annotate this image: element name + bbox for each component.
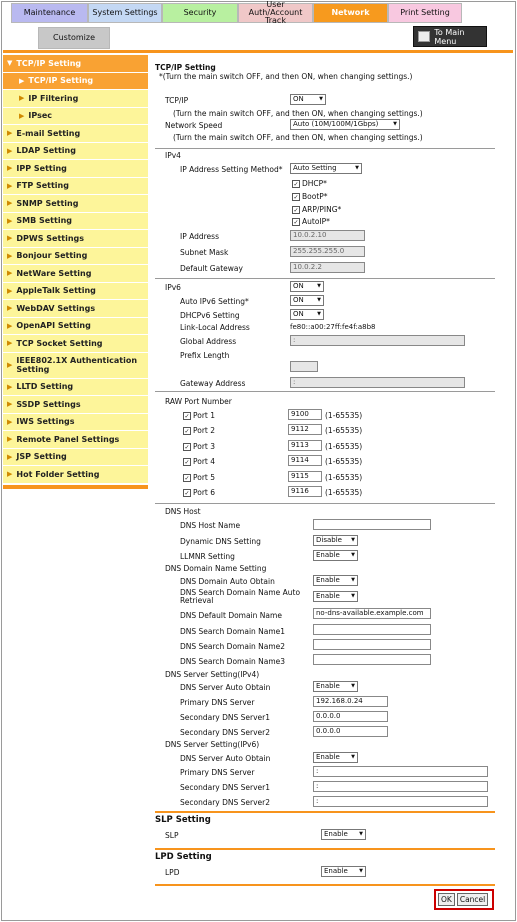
sidebar-item-tcp-socket[interactable]	[3, 335, 148, 353]
tcpip-select[interactable]: ON ▼	[290, 94, 326, 105]
port-label: Port 3	[193, 442, 216, 451]
arrow-icon: ▶	[19, 94, 25, 103]
arrow-icon: ▶	[7, 269, 13, 278]
sidebar-item-tcpip-sub[interactable]	[3, 73, 148, 91]
dns-domain-header: DNS Domain Name Setting	[165, 564, 267, 573]
port-range: (1-65535)	[325, 457, 363, 466]
bootp-row	[292, 192, 328, 201]
port-label: Port 4	[193, 457, 216, 466]
sidebar-item-label: IWS Settings	[16, 417, 75, 427]
arp-checkbox[interactable]: ✓	[293, 207, 299, 214]
port-6-checkbox[interactable]: ✓	[184, 490, 190, 497]
sidebar-item-ldap[interactable]	[3, 143, 148, 161]
sidebar-item-dpws[interactable]	[3, 230, 148, 248]
sidebar-item-label: TCP/IP Setting	[28, 76, 94, 86]
sidebar-item-openapi[interactable]	[3, 318, 148, 336]
tcpip-note: (Turn the main switch OFF, and then ON, when changing settings.)	[173, 109, 423, 118]
sidebar-item-label: LLTD Setting	[16, 382, 74, 392]
secondary61-label: Secondary DNS Server1	[180, 783, 270, 792]
arrow-icon: ▶	[7, 216, 13, 225]
divider	[155, 503, 495, 504]
ipv6-select[interactable]: ON ▼	[290, 281, 324, 292]
arrow-icon: ▶	[7, 435, 13, 444]
gateway-label: Default Gateway	[180, 264, 243, 273]
arrow-icon: ▶	[7, 164, 13, 173]
arp-row	[292, 205, 341, 214]
sidebar-item-label: TCP Socket Setting	[16, 338, 103, 348]
ok-button[interactable]: OK	[438, 893, 455, 906]
sidebar-item-lltd[interactable]	[3, 379, 148, 397]
autoip-label: AutoIP*	[302, 217, 330, 226]
search3-input[interactable]	[313, 654, 431, 665]
cancel-button[interactable]: Cancel	[457, 893, 488, 906]
secondary2-label: Secondary DNS Server2	[180, 728, 270, 737]
tab-print-setting[interactable]: Print Setting	[388, 3, 462, 23]
global-address-input[interactable]: :	[290, 335, 465, 346]
sidebar-item-tcpip[interactable]	[3, 55, 148, 73]
sidebar-item-ipsec[interactable]	[3, 108, 148, 126]
port-1-input[interactable]: 9100	[288, 409, 322, 420]
port-label: Port 2	[193, 426, 216, 435]
port-2-input[interactable]: 9112	[288, 424, 322, 435]
arrow-icon: ▶	[7, 286, 13, 295]
global-address-label: Global Address	[180, 337, 237, 346]
tab-system-settings[interactable]: System Settings	[88, 3, 162, 23]
secondary1-label: Secondary DNS Server1	[180, 713, 270, 722]
network-speed-label: Network Speed	[165, 121, 223, 130]
llmnr-label: LLMNR Setting	[180, 552, 235, 561]
port-1-checkbox[interactable]: ✓	[184, 413, 190, 420]
sidebar-item-netware[interactable]	[3, 265, 148, 283]
dhcpv6-label: DHCPv6 Setting	[180, 311, 240, 320]
default-domain-input[interactable]: no-dns-available.example.com	[313, 608, 431, 619]
content-area	[155, 55, 505, 915]
sidebar-bottom-line	[3, 485, 148, 489]
linklocal-value: fe80::a00:27ff:fe4f:a8b8	[290, 323, 376, 331]
dns-host-name-label: DNS Host Name	[180, 521, 241, 530]
dns-v6-header: DNS Server Setting(IPv6)	[165, 740, 260, 749]
slp-title: SLP Setting	[155, 815, 211, 825]
auto-ipv6-label: Auto IPv6 Setting*	[180, 297, 249, 306]
sidebar-item-label: JSP Setting	[16, 452, 67, 462]
form-buttons	[434, 889, 494, 910]
server6-auto-label: DNS Server Auto Obtain	[180, 754, 271, 763]
sidebar-item-label: LDAP Setting	[16, 146, 76, 156]
arrow-icon: ▶	[7, 452, 13, 461]
domain-auto-label: DNS Domain Auto Obtain	[180, 577, 275, 586]
search1-label: DNS Search Domain Name1	[180, 627, 286, 636]
gateway6-label: Gateway Address	[180, 379, 246, 388]
sidebar-item-label: SMB Setting	[16, 216, 72, 226]
server6-auto-select[interactable]: Enable ▼	[313, 752, 358, 763]
arrow-icon: ▶	[7, 470, 13, 479]
main-menu-icon	[418, 31, 430, 42]
arrow-icon: ▶	[7, 382, 13, 391]
arrow-icon: ▶	[7, 360, 13, 369]
port-label: Port 6	[193, 488, 216, 497]
sidebar-item-ftp[interactable]	[3, 178, 148, 196]
bootp-label: BootP*	[302, 192, 328, 201]
dhcp-row	[292, 179, 327, 188]
sidebar-item-bonjour[interactable]	[3, 248, 148, 266]
tab-user-auth[interactable]: User Auth/Account Track	[238, 3, 313, 23]
arrow-icon: ▶	[7, 339, 13, 348]
arrow-icon: ▶	[7, 251, 13, 260]
primary6-input[interactable]: :	[313, 766, 488, 777]
port-2-checkbox[interactable]: ✓	[184, 428, 190, 435]
tcpip-label: TCP/IP	[165, 96, 189, 105]
lpd-title: LPD Setting	[155, 852, 212, 862]
arrow-icon: ▶	[7, 417, 13, 426]
top-divider	[3, 50, 513, 53]
sidebar-item-label: SSDP Settings	[16, 399, 81, 409]
port-range: (1-65535)	[325, 411, 363, 420]
sidebar-item-hot-folder[interactable]	[3, 466, 148, 484]
subnet-input[interactable]: 255.255.255.0	[290, 246, 365, 257]
sidebar-item-ieee8021x[interactable]	[3, 353, 148, 379]
tab-security[interactable]: Security	[162, 3, 238, 23]
port-4-checkbox[interactable]: ✓	[184, 459, 190, 466]
network-speed-select[interactable]: Auto (10M/100M/1Gbps) ▼	[290, 119, 400, 130]
slp-label: SLP	[165, 831, 179, 840]
port-label: Port 1	[193, 411, 216, 420]
tab-network[interactable]: Network	[313, 3, 388, 23]
prefix-length-label: Prefix Length	[180, 351, 230, 360]
to-main-menu-label: To Main Menu	[434, 27, 465, 46]
port-3-input[interactable]: 9113	[288, 440, 322, 451]
port-5-checkbox[interactable]: ✓	[184, 475, 190, 482]
dynamic-dns-label: Dynamic DNS Setting	[180, 537, 261, 546]
primary-dns-label: Primary DNS Server	[180, 698, 255, 707]
dhcp-checkbox[interactable]: ✓	[293, 181, 299, 188]
sidebar-item-ipp[interactable]	[3, 160, 148, 178]
port-range: (1-65535)	[325, 488, 363, 497]
bootp-checkbox[interactable]: ✓	[293, 194, 299, 201]
sidebar-item-label: OpenAPI Setting	[16, 321, 91, 331]
arrow-icon: ▶	[7, 181, 13, 190]
search2-label: DNS Search Domain Name2	[180, 642, 286, 651]
secondary2-input[interactable]: 0.0.0.0	[313, 726, 388, 737]
domain-auto-select[interactable]: Enable ▼	[313, 575, 358, 586]
netspeed-note: (Turn the main switch OFF, and then ON, when changing settings.)	[173, 133, 423, 142]
secondary62-label: Secondary DNS Server2	[180, 798, 270, 807]
page-title: TCP/IP Setting	[155, 63, 216, 72]
lpd-select[interactable]: Enable ▼	[321, 866, 366, 877]
sidebar-item-label: AppleTalk Setting	[16, 286, 96, 296]
sidebar	[3, 55, 148, 489]
llmnr-select[interactable]: Enable ▼	[313, 550, 358, 561]
secondary61-input[interactable]: :	[313, 781, 488, 792]
port-2-row	[183, 426, 215, 435]
ipv4-header: IPv4	[165, 151, 181, 160]
sidebar-item-email[interactable]	[3, 125, 148, 143]
lpd-label: LPD	[165, 868, 180, 877]
arrow-icon: ▶	[7, 321, 13, 330]
ip-address-label: IP Address	[180, 232, 219, 241]
tab-customize[interactable]: Customize	[38, 27, 110, 49]
auto-ipv6-select[interactable]: ON ▼	[290, 295, 324, 306]
ipv6-header: IPv6	[165, 283, 181, 292]
sidebar-item-label: DPWS Settings	[16, 233, 85, 243]
arrow-icon: ▶	[19, 111, 25, 120]
dynamic-dns-select[interactable]: Disable ▼	[313, 535, 358, 546]
arrow-icon: ▶	[7, 199, 13, 208]
arrow-icon: ▶	[7, 146, 13, 155]
divider	[155, 148, 495, 149]
port-range: (1-65535)	[325, 426, 363, 435]
subnet-label: Subnet Mask	[180, 248, 229, 257]
section-divider	[155, 884, 495, 886]
sidebar-item-label: IP Filtering	[28, 93, 79, 103]
autoip-checkbox[interactable]: ✓	[293, 219, 299, 226]
sidebar-item-smb[interactable]	[3, 213, 148, 231]
dhcpv6-select[interactable]: ON ▼	[290, 309, 324, 320]
dns-host-header: DNS Host	[165, 507, 201, 516]
sidebar-item-label: E-mail Setting	[16, 128, 81, 138]
sidebar-item-ip-filtering[interactable]	[3, 90, 148, 108]
prefix-length-input[interactable]	[290, 361, 318, 372]
sidebar-item-ssdp[interactable]	[3, 396, 148, 414]
default-domain-label: DNS Default Domain Name	[180, 611, 282, 620]
port-6-input[interactable]: 9116	[288, 486, 322, 497]
sidebar-item-webdav[interactable]	[3, 300, 148, 318]
ip-address-input[interactable]: 10.0.2.10	[290, 230, 365, 241]
search3-label: DNS Search Domain Name3	[180, 657, 286, 666]
port-5-row	[183, 473, 215, 482]
sidebar-item-label: Hot Folder Setting	[16, 469, 100, 479]
sidebar-item-label: FTP Setting	[16, 181, 69, 191]
sidebar-item-label: TCP/IP Setting	[16, 58, 82, 68]
port-label: Port 5	[193, 473, 216, 482]
gateway6-input[interactable]: :	[290, 377, 465, 388]
server-auto-label: DNS Server Auto Obtain	[180, 683, 271, 692]
primary6-label: Primary DNS Server	[180, 768, 255, 777]
search-auto-select[interactable]: Enable ▼	[313, 591, 358, 602]
arrow-icon: ▶	[7, 129, 13, 138]
linklocal-label: Link-Local Address	[180, 323, 250, 332]
divider	[155, 391, 495, 392]
raw-port-header: RAW Port Number	[165, 397, 232, 406]
sidebar-item-label: Remote Panel Settings	[16, 434, 120, 444]
search-auto-label: DNS Search Domain Name Auto Retrieval	[180, 588, 301, 605]
sidebar-item-label: Bonjour Setting	[16, 251, 88, 261]
autoip-row	[292, 217, 330, 226]
secondary62-input[interactable]: :	[313, 796, 488, 807]
search1-input[interactable]	[313, 624, 431, 635]
port-4-row	[183, 457, 215, 466]
sidebar-item-label: IPP Setting	[16, 163, 67, 173]
port-4-input[interactable]: 9114	[288, 455, 322, 466]
dhcp-label: DHCP*	[302, 179, 327, 188]
dns-host-name-input[interactable]	[313, 519, 431, 530]
port-3-checkbox[interactable]: ✓	[184, 444, 190, 451]
arp-label: ARP/PING*	[302, 205, 342, 214]
section-divider	[155, 848, 495, 850]
main-note: *(Turn the main switch OFF, and then ON, when changing settings.)	[159, 72, 413, 81]
arrow-icon: ▶	[7, 234, 13, 243]
secondary1-input[interactable]: 0.0.0.0	[313, 711, 388, 722]
sidebar-item-label: IPsec	[28, 111, 53, 121]
slp-select[interactable]: Enable ▼	[321, 829, 366, 840]
dns-v4-header: DNS Server Setting(IPv4)	[165, 670, 260, 679]
ip-method-select[interactable]: Auto Setting ▼	[290, 163, 362, 174]
arrow-icon: ▶	[7, 400, 13, 409]
port-5-input[interactable]: 9115	[288, 471, 322, 482]
to-main-menu-button[interactable]	[413, 26, 487, 47]
sidebar-item-jsp[interactable]	[3, 449, 148, 467]
sidebar-item-label: NetWare Setting	[16, 268, 92, 278]
port-6-row	[183, 488, 215, 497]
sidebar-item-remote-panel[interactable]	[3, 431, 148, 449]
expand-arrow-icon: ▼	[7, 59, 13, 68]
sidebar-item-label: SNMP Setting	[16, 198, 79, 208]
gateway-input[interactable]: 10.0.2.2	[290, 262, 365, 273]
sidebar-item-appletalk[interactable]	[3, 283, 148, 301]
sidebar-item-snmp[interactable]	[3, 195, 148, 213]
arrow-icon: ▶	[19, 76, 25, 85]
ip-method-label: IP Address Setting Method*	[180, 165, 283, 174]
section-divider	[155, 811, 495, 813]
server-auto-select[interactable]: Enable ▼	[313, 681, 358, 692]
tab-maintenance[interactable]: Maintenance	[11, 3, 88, 23]
sidebar-item-label: IEEE802.1X Authentication Setting	[16, 356, 138, 374]
divider	[155, 278, 495, 279]
port-1-row	[183, 411, 215, 420]
sidebar-item-iws[interactable]	[3, 414, 148, 432]
port-3-row	[183, 442, 215, 451]
sidebar-item-label: WebDAV Settings	[16, 303, 96, 313]
port-range: (1-65535)	[325, 442, 363, 451]
search2-input[interactable]	[313, 639, 431, 650]
primary-dns-input[interactable]: 192.168.0.24	[313, 696, 388, 707]
arrow-icon: ▶	[7, 304, 13, 313]
port-range: (1-65535)	[325, 473, 363, 482]
